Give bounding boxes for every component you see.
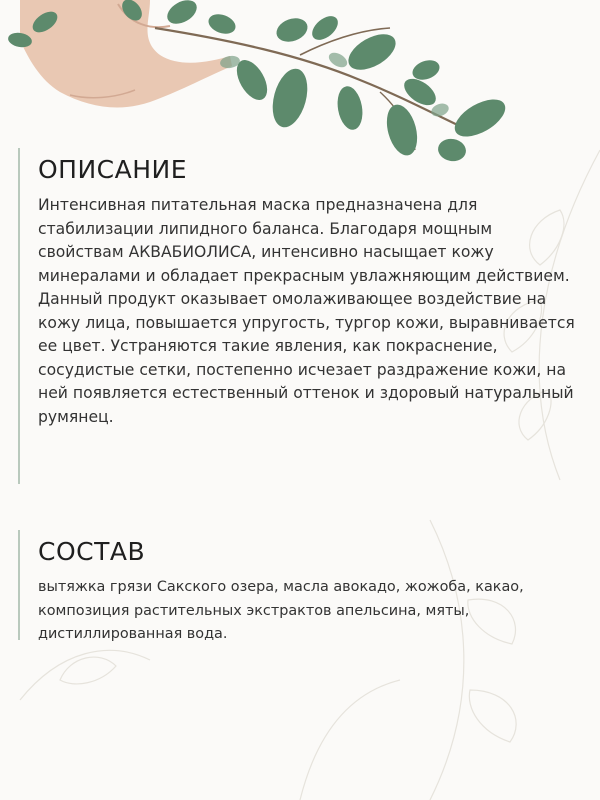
composition-text: вытяжка грязи Сакского озера, масла авокадо, жожоба, какао, композиция растительных экстрактов апельсина, мяты, дистиллированная вода. bbox=[38, 579, 524, 642]
description-heading: ОПИСАНИЕ bbox=[38, 155, 188, 184]
description-section bbox=[18, 148, 598, 484]
description-text: Интенсивная питательная маска предназначена для стабилизации липидного баланса. Благодаря мощным свойствам АКВАБИОЛИСА, интенсивно насыщает кожу минералами и обладает прекрасным увлажняющим действием. Данный продукт оказывает омолаживающее воздействие на кожу лица, повышается упругость, тургор кожи, выравнивается ее цвет. Устраняются такие явления, как покраснение, сосудистые сетки, постепенно исчезает раздражение кожи, на ней появляется естественный оттенок и здоровый натуральный румянец. bbox=[38, 196, 575, 426]
composition-heading: СОСТАВ bbox=[38, 537, 146, 566]
composition-section bbox=[18, 530, 598, 640]
